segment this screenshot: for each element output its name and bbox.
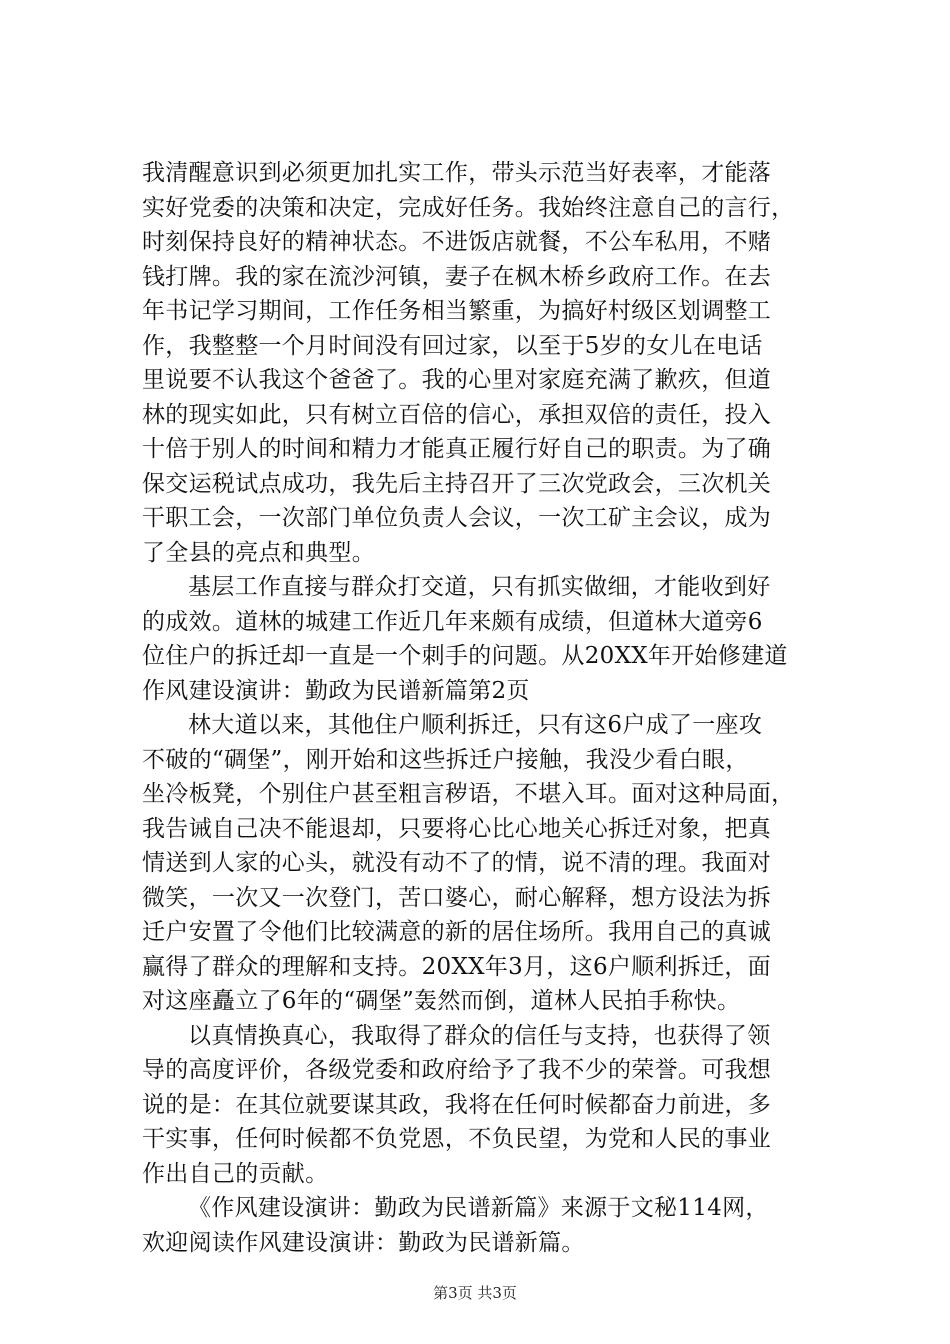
text-line: 了全县的亮点和典型。: [142, 539, 375, 566]
text-line: 情送到人家的心头，就没有动不了的情，说不清的理。我面对: [142, 850, 772, 876]
text-line: 我清醒意识到必须更加扎实工作，带头示范当好表率，才能落: [142, 160, 772, 186]
text-line: 干实事，任何时候都不负党恩，不负民望，为党和人民的事业: [142, 1126, 772, 1152]
text-line: 十倍于别人的时间和精力才能真正履行好自己的职责。为了确: [142, 436, 772, 462]
document-body: [142, 156, 842, 1260]
text-line: 林的现实如此，只有树立百倍的信心，承担双倍的责任，投入: [142, 401, 772, 428]
text-line: 的成效。道林的城建工作近几年来颇有成绩，但道林大道旁6: [142, 608, 763, 635]
text-line: 实好党委的决策和决定，完成好任务。我始终注意自己的言行，: [142, 194, 795, 221]
text-line: 干职工会，一次部门单位负责人会议，一次工矿主会议，成为: [142, 505, 772, 531]
text-line: 坐冷板凳，个别住户甚至粗言秽语，不堪入耳。面对这种局面，: [142, 781, 795, 807]
paragraph-first-line: 以真情换真心，我取得了群众的信任与支持，也获得了领: [188, 1022, 771, 1049]
text-line: 作出自己的贡献。: [142, 1160, 329, 1187]
text-line: 年书记学习期间，工作任务相当繁重，为搞好村级区划调整工: [142, 298, 772, 324]
text-line: 时刻保持良好的精神状态。不进饭店就餐，不公车私用，不赌: [142, 229, 772, 255]
text-line: 欢迎阅读作风建设演讲：勤政为民谱新篇。: [142, 1229, 585, 1256]
text-line: 赢得了群众的理解和支持。20XX年3月，这6户顺利拆迁，面: [142, 953, 771, 980]
text-line: 导的高度评价，各级党委和政府给予了我不少的荣誉。可我想: [142, 1057, 772, 1083]
text-line: 对这座矗立了6年的“碉堡”轰然而倒，道林人民拍手称快。: [142, 988, 741, 1014]
page-footer: 第3页 共3页: [433, 1284, 517, 1302]
text-line: 说的是：在其位就要谋其政，我将在任何时候都奋力前进，多: [142, 1091, 772, 1118]
paragraph-first-line: 《作风建设演讲：勤政为民谱新篇》来源于文秘114网，: [188, 1195, 769, 1221]
text-line: 微笑，一次又一次登门，苦口婆心，耐心解释，想方设法为拆: [142, 884, 772, 911]
text-line: 保交运税试点成功，我先后主持召开了三次党政会，三次机关: [142, 470, 772, 497]
page-reference-line: 作风建设演讲：勤政为民谱新篇第2页: [142, 677, 530, 704]
text-line: 迁户安置了令他们比较满意的新的居住场所。我用自己的真诚: [142, 919, 772, 945]
paragraph-first-line: 林大道以来，其他住户顺利拆迁，只有这6户成了一座攻: [188, 712, 763, 738]
text-line: 里说要不认我这个爸爸了。我的心里对家庭充满了歉疚，但道: [142, 367, 772, 393]
paragraph-first-line: 基层工作直接与群众打交道，只有抓实做细，才能收到好: [188, 574, 771, 600]
text-line: 钱打牌。我的家在流沙河镇，妻子在枫木桥乡政府工作。在去: [142, 263, 772, 290]
text-line: 位住户的拆迁却一直是一个刺手的问题。从20XX年开始修建道: [142, 643, 788, 669]
text-line: 我告诫自己决不能退却，只要将心比心地关心拆迁对象，把真: [142, 815, 772, 842]
text-line: 不破的“碉堡”，刚开始和这些拆迁户接触，我没少看白眼，: [142, 746, 749, 773]
text-line: 作，我整整一个月时间没有回过家，以至于5岁的女儿在电话: [142, 332, 763, 359]
